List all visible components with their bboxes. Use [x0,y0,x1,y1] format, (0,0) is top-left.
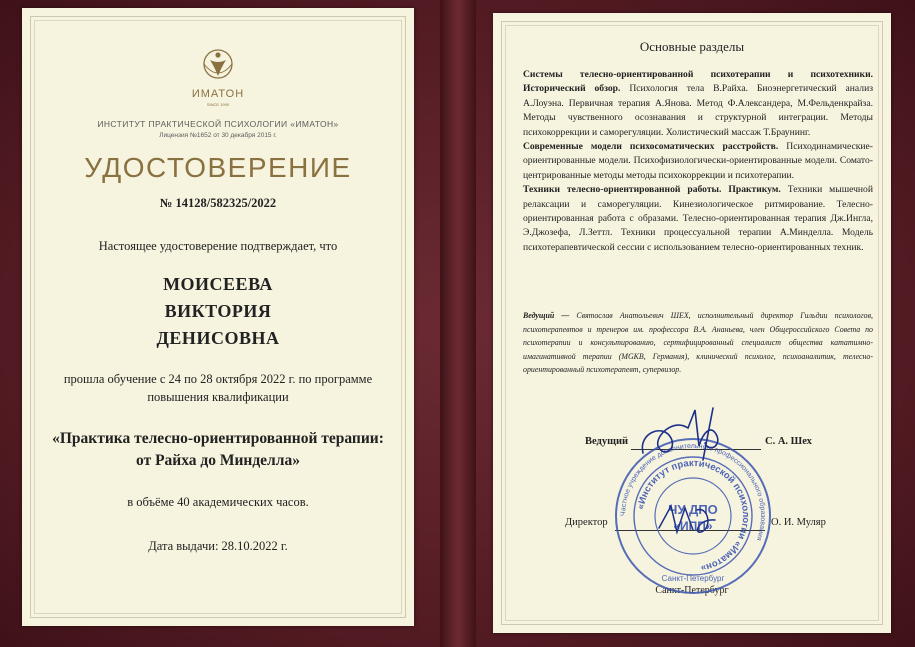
sig1-role: Ведущий [585,436,629,447]
section-1-heading: Системы телесно-ориентированной психотерапии и психотехники. Исторический обзор. [523,69,873,95]
holder-patronymic: ДЕНИСОВНА [156,328,280,348]
sig1-name: С. А. Шех [765,436,812,447]
section-1 [523,68,873,140]
sections-list [523,68,873,255]
holder-first-name: ВИКТОРИЯ [164,301,272,321]
holder-surname: МОИСЕЕВА [163,274,273,294]
certificate-right-page [493,13,891,633]
section-2-text: Психодинамические-ориентированные модели. Психофизиологически-ориентированные модели. Сомато-центрированные методы методы психокоррекции и психотерапии. [523,141,873,181]
stamp-center-2: «ИПП» [673,519,713,533]
stamp-center-1: ЧУ ДПО [668,502,718,517]
stamp-bottom-text: Санкт-Петербург [661,574,725,583]
stamp-outer-text: Частное учреждение дополнительного профессионального образования [619,442,767,542]
logo-name: ИМАТОН [191,88,245,100]
lead-text: Святослав Анатольевич ШЕХ, исполнительный директор Гильдии психологов, психотерапевтов и тренеров им. профессора В.А. Ананьева, член Общероссийского Совета по психотерапии и консультированию, сертифицированный специалист общества кататимно-имагинативной терапии (MGKB, Германия), клинический психолог, психоаналитик, телесно-ориентированный психотерапевт, супервизор. [523,311,873,375]
section-1-text: Психология тела В.Райха. Биоэнергетический анализ А.Лоуэна. Первичная терапия А.Янова. Метод Ф.Александера, М.Фельденкрайза. Методы чувственного осознавания и структурной интеграции. Методы психокоррекции и саморегуляции. Холистический массаж Т.Браунинг. [523,83,873,138]
certificate-number: № 14128/582325/2022 [159,196,277,210]
lead-trainer-bio [523,309,873,377]
certificate-left-page [22,8,414,626]
lead-label: Ведущий — [523,311,570,320]
section-2 [523,140,873,183]
study-text-line1: прошла обучение с 24 по 28 октября 2022 г. по программе [63,372,373,386]
section-3 [523,183,873,255]
city-label: Санкт-Петербург [655,585,729,596]
sig2-signature-icon [653,498,723,543]
sig2-role: Директор [565,517,608,528]
confirm-text: Настоящее удостоверение подтверждает, что [98,239,338,253]
logo-since: SINCE 1990 [206,102,230,107]
section-3-heading: Техники телесно-ориентированной работы. Практикум. [523,184,781,196]
stamp-mid-text: «Институт практической психологии «Иматон» [635,457,752,574]
issue-date: Дата выдачи: 28.10.2022 г. [148,539,288,553]
institute-name: ИНСТИТУТ ПРАКТИЧЕСКОЙ ПСИХОЛОГИИ «ИМАТОН» [97,119,339,129]
section-3-text: Техники мышечной релаксации и саморегуляции. Кинезиологическое ритмирование. Телесно-ориентированная работа с образами. Телесно-ориентированная терапия Дж.Ингла, Э.Джозефа, Л.Зеттл. Техники процессуальной терапии А.Минделла. Модель психотерапевтической сессии с использованием телесно-ориентированных техник. [523,184,873,253]
sig1-signature-icon [633,398,743,473]
study-text-line2: повышения квалификации [147,390,289,404]
cover-spine [440,0,476,647]
license-text: Лицензия №1652 от 30 декабря 2015 г. [159,132,277,139]
program-title-line2: от Райха до Минделла» [136,452,300,469]
section-2-heading: Современные модели психосоматических расстройств. [523,141,779,153]
hours-text: в объёме 40 академических часов. [127,495,309,509]
sig2-name: О. И. Муляр [771,517,826,528]
certificate-title: УДОСТОВЕРЕНИЕ [84,152,352,183]
program-title-line1: «Практика телесно-ориентированной терапии: [52,430,384,447]
sections-title: Основные разделы [639,39,745,54]
